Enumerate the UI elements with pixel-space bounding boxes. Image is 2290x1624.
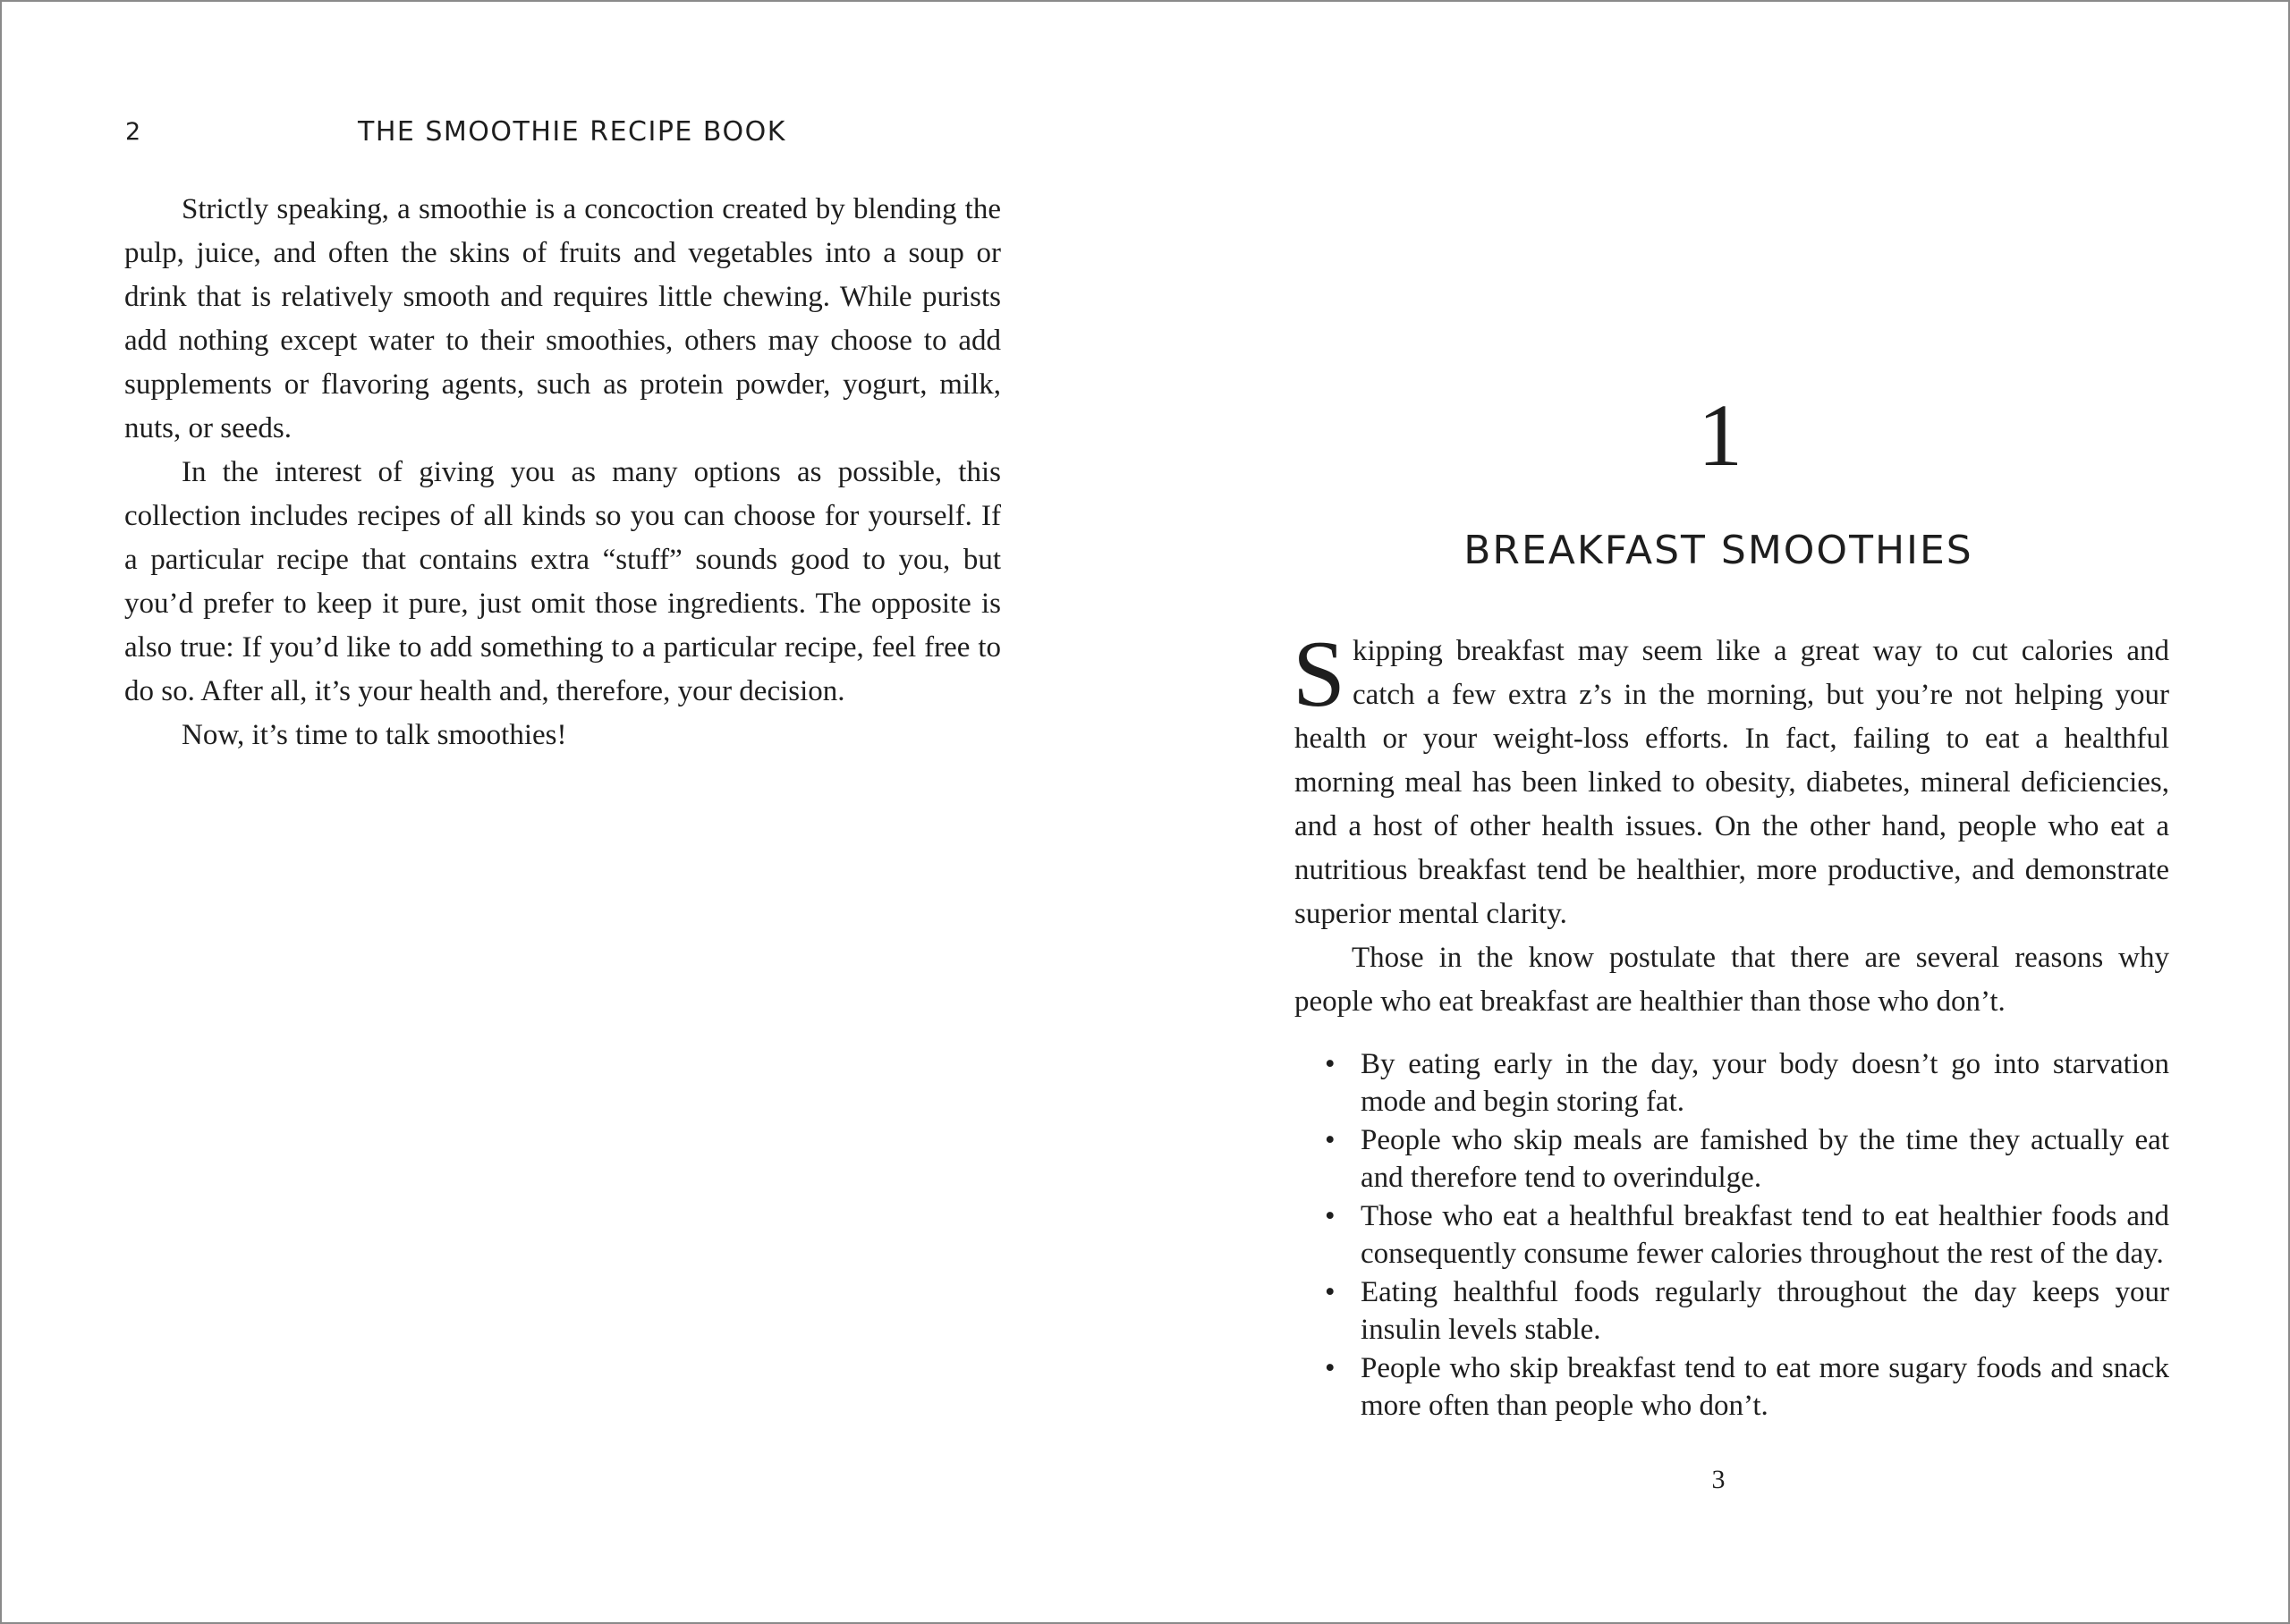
body-paragraph: In the interest of giving you as many options as possible, this collection includes recipes of all kinds so you can choose for yourself. If a particular recipe that contains extra “stuff” sounds good to you, but you’d prefer to keep it pure, just omit those ingredients. The opposite is also true: If you’d like to add something to a particular recipe, feel free to do so. After all, it’s your health and, therefore, your decision. <box>124 456 1001 707</box>
list-item-text: People who skip breakfast tend to eat more sugary foods and snack more often than people who don’t. <box>1361 1352 2169 1422</box>
bullet-icon: • <box>1325 1200 1336 1232</box>
drop-cap: S <box>1293 622 1345 726</box>
list-item <box>1294 1197 2169 1273</box>
left-page <box>2 2 1147 1622</box>
left-page-number: 2 <box>125 118 142 146</box>
right-page <box>1147 2 2290 1622</box>
list-item <box>1294 1045 2169 1121</box>
chapter-number: 1 <box>1698 385 1743 485</box>
reasons-list <box>1294 1045 2169 1425</box>
left-body-text <box>124 188 1001 757</box>
list-item-text: Eating healthful foods regularly throughout the day keeps your insulin levels stable. <box>1361 1276 2169 1346</box>
list-item-text: By eating early in the day, your body doesn’t go into starvation mode and begin storing fat. <box>1361 1048 2169 1118</box>
intro-paragraph <box>1293 622 2169 936</box>
bullet-icon: • <box>1325 1048 1336 1080</box>
body-paragraph: Those in the know postulate that there are several reasons why people who eat breakfast are healthier than those who don’t. <box>1294 942 2169 1018</box>
body-paragraph: Now, it’s time to talk smoothies! <box>182 719 567 751</box>
running-head: THE SMOOTHIE RECIPE BOOK <box>358 116 786 148</box>
right-body-text <box>1293 622 2169 1425</box>
right-page-number: 3 <box>1711 1465 1726 1494</box>
list-item-text: People who skip meals are famished by the time they actually eat and therefore tend to overindulge. <box>1361 1124 2169 1194</box>
bullet-icon: • <box>1325 1352 1336 1384</box>
intro-paragraph-text: kipping breakfast may seem like a great way to cut calories and catch a few extra z’s in the morning, but you’re not helping your health or your weight-loss efforts. In fact, failing to eat a healthful morning meal has been linked to obesity, diabetes, mineral deficiencies, and a host of other health issues. On the other hand, people who eat a nutritious breakfast tend be healthier, more productive, and demonstrate superior mental clarity. <box>1294 635 2169 930</box>
list-item <box>1294 1273 2169 1349</box>
chapter-title: BREAKFAST SMOOTHIES <box>1463 528 1973 573</box>
list-item <box>1294 1349 2169 1425</box>
list-item-text: Those who eat a healthful breakfast tend to eat healthier foods and consequently consume fewer calories throughout the rest of the day. <box>1361 1200 2169 1270</box>
bullet-icon: • <box>1325 1124 1336 1156</box>
bullet-icon: • <box>1325 1276 1336 1308</box>
list-item <box>1294 1121 2169 1197</box>
body-paragraph: Strictly speaking, a smoothie is a concoction created by blending the pulp, juice, and often the skins of fruits and vegetables into a soup or drink that is relatively smooth and requires little chewing. While purists add nothing except water to their smoothies, others may choose to add supplements or flavoring agents, such as protein powder, yogurt, milk, nuts, or seeds. <box>124 193 1001 444</box>
